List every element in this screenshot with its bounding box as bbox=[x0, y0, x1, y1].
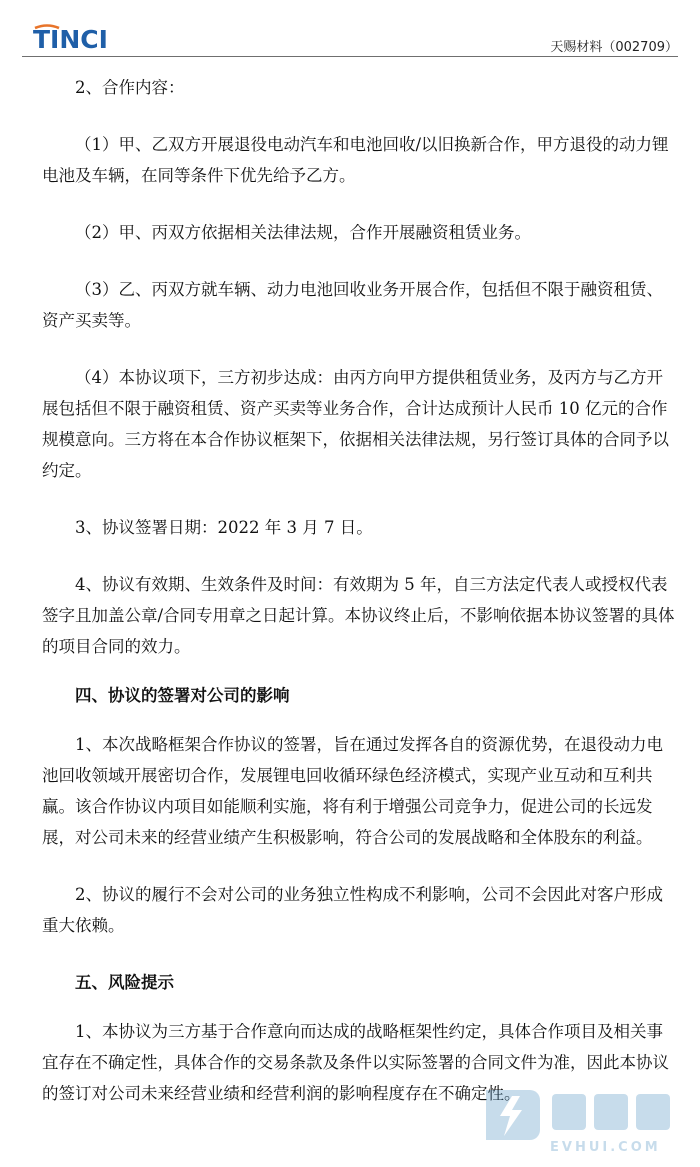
paragraph-item-1: （1）甲、乙双方开展退役电动汽车和电池回收/以旧换新合作，甲方退役的动力锂电池及车辆，在同等条件下优先给予乙方。 bbox=[42, 135, 669, 185]
paragraph-validity: 4、协议有效期、生效条件及时间：有效期为 5 年，自三方法定代表人或授权代表签字且加盖公章/合同专用章之日起计算。本协议终止后，不影响依据本协议签署的具体的项目合同的效力。 bbox=[42, 575, 675, 656]
document-body bbox=[42, 64, 678, 1109]
watermark-text: EVHUI.COM bbox=[550, 1140, 661, 1155]
page-header bbox=[0, 0, 700, 60]
paragraph-signing-date: 3、协议签署日期：2022 年 3 月 7 日。 bbox=[75, 518, 373, 537]
paragraph-impact-2: 2、协议的履行不会对公司的业务独立性构成不利影响，公司不会因此对客户形成重大依赖。 bbox=[42, 885, 663, 935]
logo-text: TINCI bbox=[33, 25, 108, 50]
watermark bbox=[478, 1082, 690, 1162]
section-heading-impact: 四、协议的签署对公司的影响 bbox=[75, 686, 290, 705]
paragraph-item-3: （3）乙、丙双方就车辆、动力电池回收业务开展合作，包括但不限于融资租赁、资产买卖等。 bbox=[42, 280, 663, 330]
paragraph-item-2: （2）甲、丙双方依据相关法律法规，合作开展融资租赁业务。 bbox=[75, 223, 531, 242]
tinci-logo bbox=[33, 24, 148, 50]
paragraph-impact-1: 1、本次战略框架合作协议的签署，旨在通过发挥各自的资源优势，在退役动力电池回收领域开展密切合作，发展锂电回收循环绿色经济模式，实现产业互动和互利共赢。该合作协议内项目如能顺利实施，将有利于增强公司竞争力，促进公司的长远发展，对公司未来的经营业绩产生积极影响，符合公司的发展战略和全体股东的利益。 bbox=[42, 735, 663, 847]
company-name-code: 天赐材料（002709） bbox=[550, 40, 678, 55]
section-heading-risk: 五、风险提示 bbox=[75, 973, 174, 992]
header-rule bbox=[22, 56, 678, 57]
paragraph-risk-1: 1、本协议为三方基于合作意向而达成的战略框架性约定，具体合作项目及相关事宜存在不确定性，具体合作的交易条款及条件以实际签署的合同文件为准，因此本协议的签订对公司未来经营业绩和经营利润的影响程度存在不确定性。 bbox=[42, 1022, 669, 1103]
paragraph-cooperation-content: 2、合作内容： bbox=[75, 78, 185, 97]
paragraph-item-4: （4）本协议项下，三方初步达成：由丙方向甲方提供租赁业务，及丙方与乙方开展包括但不限于融资租赁、资产买卖等业务合作，合计达成预计人民币 10 亿元的合作规模意向。三方将在本合作协议框架下，依据相关法律法规，另行签订具体的合同予以约定。 bbox=[42, 368, 669, 480]
